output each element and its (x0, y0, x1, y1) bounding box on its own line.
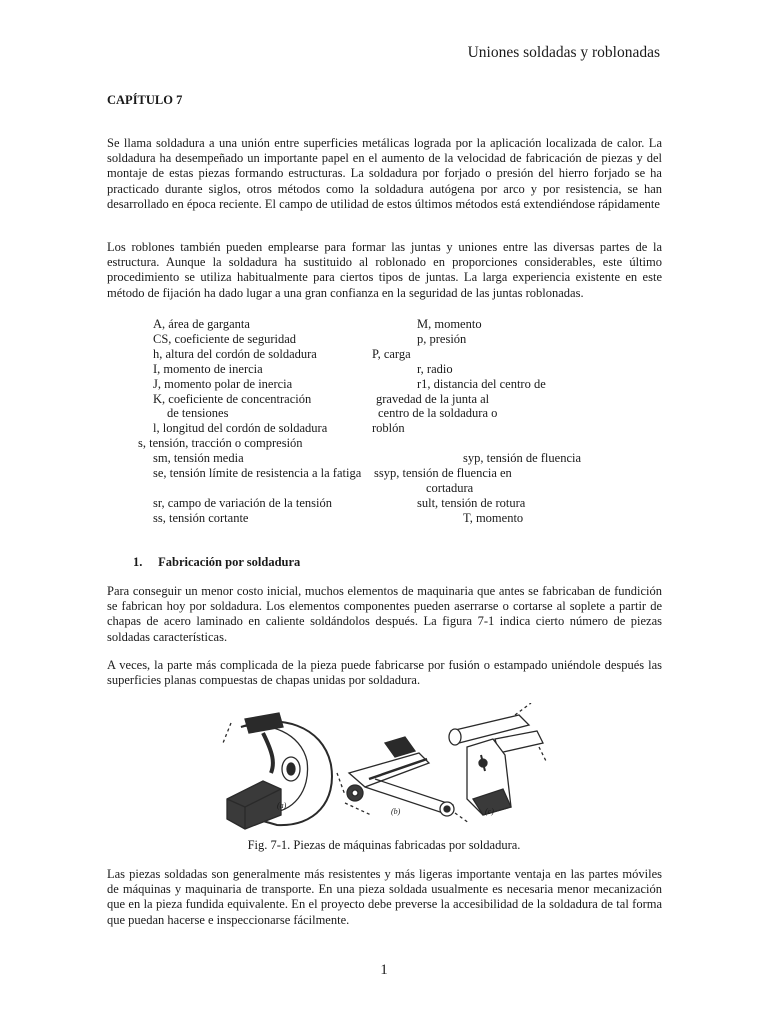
symbol-item: r, radio (417, 362, 453, 376)
symbol-item: h, altura del cordón de soldadura (153, 347, 317, 361)
section-number: 1. (133, 555, 143, 569)
paragraph-complex-parts: A veces, la parte más complicada de la pieza puede fabricarse por fusión o estampado uniéndole después las superficies planas compuestas de chapas unidas por soldadura. (107, 658, 662, 688)
page-number: 1 (380, 962, 388, 978)
symbol-item: J, momento polar de inercia (153, 377, 293, 391)
figure-drawing (219, 703, 549, 831)
part-c (449, 703, 547, 815)
symbol-item: sr, campo de variación de la tensión (153, 496, 332, 510)
running-header: Uniones soldadas y roblonadas (467, 44, 660, 61)
symbol-item: sm, tensión media (153, 451, 244, 465)
figure-label-c: (c) (485, 807, 494, 816)
symbol-item: se, tensión límite de resistencia a la fatiga (153, 466, 362, 480)
chapter-title: CAPÍTULO 7 (107, 93, 183, 107)
symbol-item: gravedad de la junta al (376, 392, 490, 406)
symbol-item: ss, tensión cortante (153, 511, 249, 525)
paragraph-intro-welding: Se llama soldadura a una unión entre superficies metálicas lograda por la aplicación localizada de calor. La soldadura ha desempeñado un importante papel en el aumento de la velocidad de fabricación de piezas y del montaje de estas piezas formando estructuras. La soldadura por forjado o presión del hierro forjado se ha practicado durante siglos, otros métodos como la soldadura autógena por arco y por resistencia, se han desarrollado en época reciente. El campo de utilidad de estos últimos métodos está extendiéndose rápidamente (107, 136, 662, 211)
paragraph-intro-rivets: Los roblones también pueden emplearse para formar las juntas y uniones entre las diversas partes de la estructura. Aunque la soldadura ha sustituido al roblonado en proporciones considerables, este último procedimiento se utiliza habitualmente para ciertos tipos de juntas. La larga experiencia existente en este método de fijación ha dado lugar a una gran confianza en la seguridad de las juntas roblonadas. (107, 240, 662, 300)
figure-label-a: (a) (277, 801, 287, 810)
symbol-item: ssyp, tensión de fluencia en (374, 466, 512, 480)
symbol-item: de tensiones (167, 406, 229, 420)
symbol-item: A, área de garganta (153, 317, 250, 331)
symbol-item: p, presión (417, 332, 467, 346)
paragraph-fabrication: Para conseguir un menor costo inicial, muchos elementos de maquinaria que antes se fabricaban de fundición se fabrican hoy por soldadura. Los elementos componentes pueden aserrarse o cortarse al soplete a partir de chapas de acero laminado en caliente soldándolos después. La figura 7-1 indica cierto número de piezas soldadas características. (107, 584, 662, 644)
symbol-item: P, carga (372, 347, 411, 361)
symbol-item: I, momento de inercia (153, 362, 263, 376)
symbol-item: syp, tensión de fluencia (463, 451, 582, 465)
symbol-item: cortadura (426, 481, 474, 495)
paragraph-advantages: Las piezas soldadas son generalmente más resistentes y más ligeras importante ventaja en las partes móviles de máquinas y maquinaria de transporte. En una pieza soldada usualmente es necesaria menor mecanización que en la pieza fundida equivalente. En el proyecto debe preverse la accesibilidad de la soldadura de tal forma que puedan hacerse e inspeccionarse fácilmente. (107, 867, 662, 927)
symbol-item: s, tensión, tracción o compresión (138, 436, 303, 450)
symbol-item: K, coeficiente de concentración (153, 392, 312, 406)
part-a (223, 713, 345, 829)
figure-welded-parts (219, 703, 549, 836)
symbol-item: CS, coeficiente de seguridad (153, 332, 297, 346)
symbol-item: l, longitud del cordón de soldadura (153, 421, 328, 435)
symbol-item: sult, tensión de rotura (417, 496, 526, 510)
symbol-item: roblón (372, 421, 405, 435)
symbol-item: M, momento (417, 317, 482, 331)
section-title: Fabricación por soldadura (158, 555, 301, 569)
section-heading (133, 555, 300, 570)
figure-caption: Fig. 7-1. Piezas de máquinas fabricadas por soldadura. (247, 838, 521, 852)
part-b (345, 737, 469, 823)
figure-label-b: (b) (391, 807, 401, 816)
symbol-item: r1, distancia del centro de (417, 377, 546, 391)
symbol-item: centro de la soldadura o (378, 406, 498, 420)
symbol-item: T, momento (463, 511, 524, 525)
